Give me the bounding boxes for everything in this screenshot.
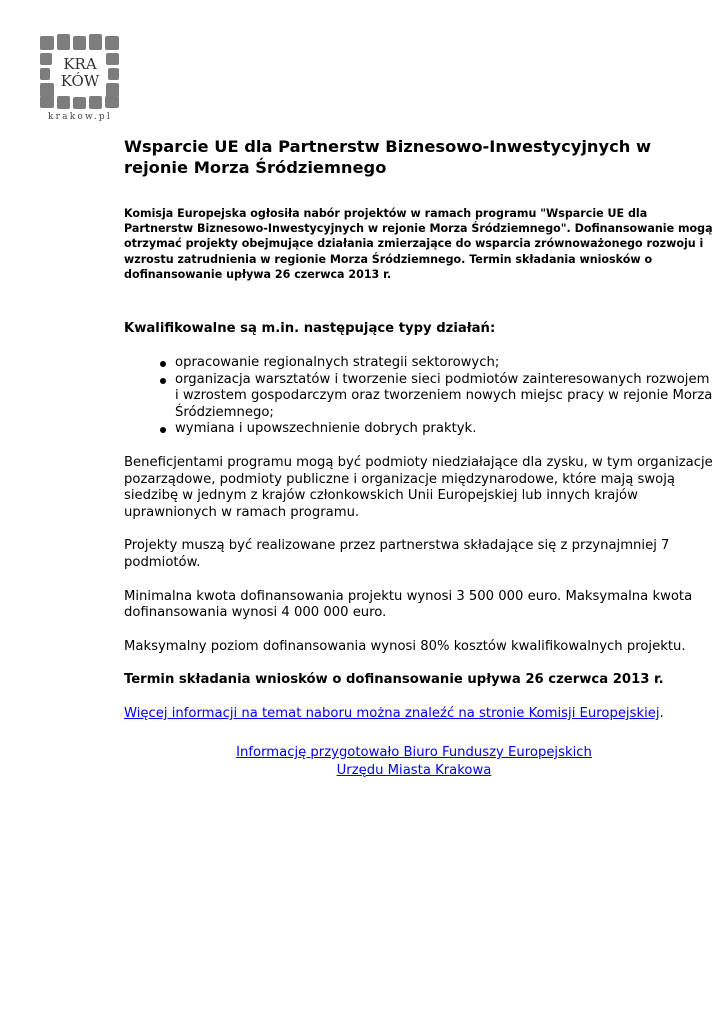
more-info-link[interactable]: Więcej informacji na temat naboru można znaleźć na stronie Komisji Europejskiej <box>124 705 660 721</box>
activity-list <box>124 355 714 438</box>
section-heading: Kwalifikowalne są m.in. następujące typy działań: <box>124 321 496 337</box>
logo-text-top: KRA <box>63 55 97 73</box>
more-info-suffix: . <box>659 705 664 721</box>
article <box>124 136 714 723</box>
footer-line-1: Informację przygotowało Biuro Funduszy Europejskich <box>236 745 592 760</box>
footer-link[interactable] <box>236 745 592 778</box>
beneficiaries-paragraph: Beneficjentami programu mogą być podmioty niedziałające dla zysku, w tym organizacje pozarządowe, podmioty publiczne i organizacje międzynarodowe, które mają swoją siedzibę w jednym z krajów członkowskich Unii Europejskiej lub innych krajów uprawnionych w ramach programu. <box>124 454 713 520</box>
logo-text-bottom: KÓW <box>60 72 100 90</box>
lead-paragraph: Komisja Europejska ogłosiła nabór projektów w ramach programu "Wsparcie UE dla Partnerstw Biznesowo-Inwestycyjnych w rejonie Morza Śródziemnego". Dofinansowanie mogą otrzymać projekty obejmujące działania zmierzające do wsparcia zrównoważonego rozwoju i wzrostu zatrudnienia w regionie Morza Śródziemnego. Termin składania wniosków o dofinansowanie upływa 26 czerwca 2013 r. <box>124 207 713 281</box>
funding-level-paragraph: Maksymalny poziom dofinansowania wynosi 80% kosztów kwalifikowalnych projektu. <box>124 638 686 654</box>
footer-line-2: Urzędu Miasta Krakowa <box>336 762 492 778</box>
funding-amount-paragraph: Minimalna kwota dofinansowania projektu wynosi 3 500 000 euro. Maksymalna kwota dofinansowania wynosi 4 000 000 euro. <box>124 588 693 621</box>
footer <box>124 744 704 779</box>
more-info-paragraph <box>124 706 714 723</box>
list-item: organizacja warsztatów i tworzenie sieci podmiotów zainteresowanych rozwojem i wzrostem gospodarczym oraz tworzeniem nowych miejsc pracy w rejonie Morza Śródziemnego; <box>175 371 713 420</box>
logo-caption: krakow.pl <box>48 112 112 122</box>
partnership-paragraph: Projekty muszą być realizowane przez partnerstwa składające się z przynajmniej 7 podmiotów. <box>124 538 670 570</box>
list-item: wymiana i upowszechnienie dobrych praktyk. <box>175 421 714 438</box>
krakow-logo <box>38 30 122 126</box>
list-item: opracowanie regionalnych strategii sektorowych; <box>175 355 714 372</box>
page-title: Wsparcie UE dla Partnerstw Biznesowo-Inwestycyjnych w rejonie Morza Śródziemnego <box>124 137 652 177</box>
deadline-paragraph: Termin składania wniosków o dofinansowanie upływa 26 czerwca 2013 r. <box>124 672 664 688</box>
krakow-logo-icon <box>38 30 122 112</box>
